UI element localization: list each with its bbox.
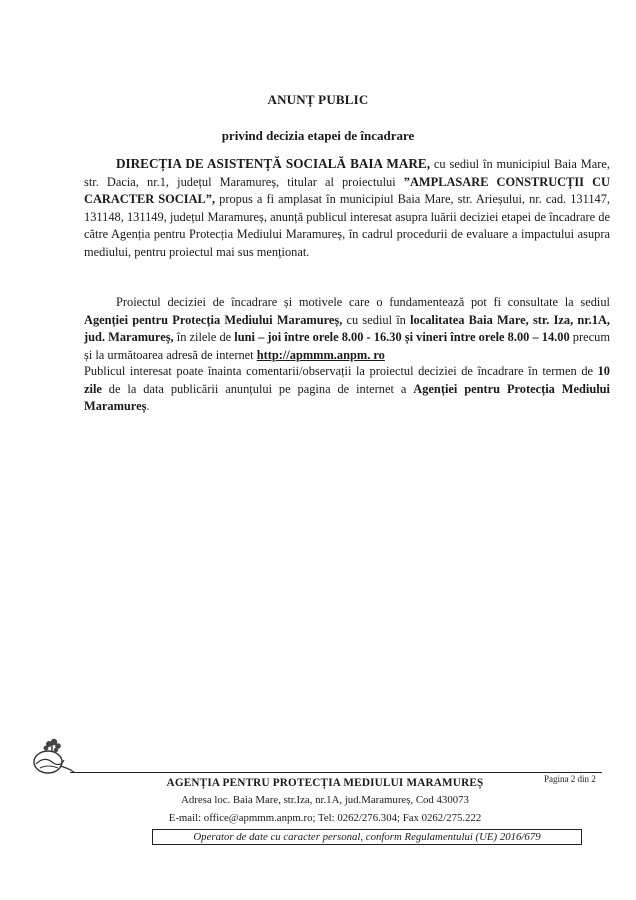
- footer-contact: E-mail: office@apmmm.anpm.ro; Tel: 0262/276.304; Fax 0262/275.222: [168, 812, 482, 824]
- agency-address: localitatea Baia Mare, str. Iza, nr.1A, jud. Maramureș,: [84, 312, 610, 345]
- website-link[interactable]: http://apmmm.anpm. ro: [256, 347, 385, 362]
- office-hours: luni – joi între orele 8.00 - 16.30 și vineri între orele 8.00 – 14.00: [234, 330, 570, 345]
- applicant-name: DIRECȚIA DE ASISTENȚĂ SOCIALĂ BAIA MARE,: [116, 156, 431, 171]
- notice-subtitle: privind decizia etapei de încadrare: [221, 128, 415, 143]
- paragraph-announcement: [84, 155, 610, 262]
- paragraph-text: Proiectul deciziei de încadrare și motivele care o fundamentează pot fi consultate la sediul: [116, 295, 610, 309]
- footer-address: Adresa loc. Baia Mare, str.Iza, nr.1A, jud.Maramureș, Cod 430073: [181, 794, 469, 806]
- agency-name: Agenției pentru Protecția Mediului Maramureș: [84, 381, 610, 414]
- paragraph-text: de la data publicării anunțului pe pagina de internet a: [101, 381, 414, 396]
- gdpr-notice: Operator de date cu caracter personal, conform Regulamentului (UE) 2016/679: [152, 829, 582, 845]
- page-number: Pagina 2 din 2: [544, 774, 596, 784]
- paragraph-consultation: [84, 294, 610, 364]
- notice-title: ANUNȚ PUBLIC: [267, 92, 369, 107]
- paragraph-text: Publicul interesat poate înainta comentarii/observații la proiectul deciziei de încadrare în termen de: [84, 364, 598, 378]
- paragraph-comments: [84, 363, 610, 416]
- paragraph-text: cu sediul în: [342, 312, 411, 327]
- paragraph-text: propus a fi amplasat în municipiul Baia Mare, str. Arieșului, nr. cad. 131147, 131148, 131149, județul Maramureș, anunță publicul interesat asupra luării deciziei etapei de încadrare de către Agenția pentru Protecția Mediului Maramureș, în cadrul procedurii de evaluare a impactului asupra mediului, pentru proiectul mai sus menționat.: [84, 192, 611, 259]
- paragraph-text: cu sediul în municipiul Baia Mare, str. Dacia, nr.1, județul Maramureș, titular al proiectului: [84, 157, 610, 189]
- comment-period: 10 zile: [84, 364, 610, 396]
- paragraph-text: precum și la următoarea adresă de internet: [84, 330, 610, 362]
- footer-agency-name: AGENȚIA PENTRU PROTECȚIA MEDIULUI MARAMUREȘ: [166, 777, 484, 789]
- paragraph-text: în zilele de: [173, 330, 235, 345]
- agency-name: Agenției pentru Protecția Mediului Maramureș,: [84, 312, 343, 327]
- footer-divider: [70, 772, 602, 773]
- project-name: ”AMPLASARE CONSTRUCȚII CU CARACTER SOCIAL”,: [84, 174, 610, 207]
- paragraph-text: .: [146, 399, 150, 414]
